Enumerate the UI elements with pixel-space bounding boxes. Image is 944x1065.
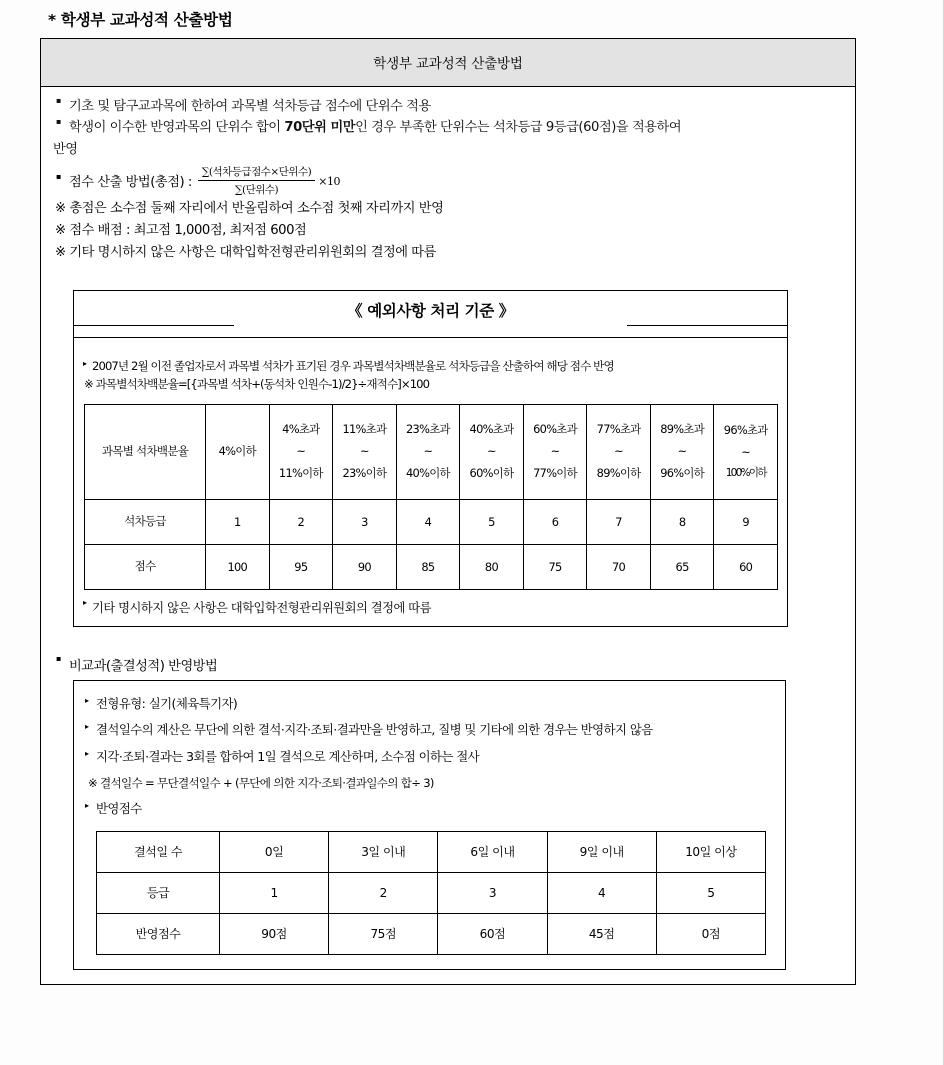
grade-cell: 3 [438,872,547,913]
range-tilde: ~ [487,443,496,458]
grade-cell: 9 [714,499,778,544]
score-cell: 60 [714,544,778,589]
range-top: 4%이하 [218,443,256,458]
days-cell: 3일 이내 [329,831,438,872]
grade-cell: 2 [269,499,333,544]
bigyogwa-formula-note: ※ 결석일수 = 무단결석일수 + (무단에 의한 지각·조퇴·결과일수의 합÷ 3) [88,775,434,790]
bigyogwa-score-label: ▸ 반영점수 [84,796,775,823]
exception-body [74,338,787,626]
bigyogwa-heading: ▪ 비교과(출결성적) 반영방법 [53,655,843,674]
days-cell: 0일 [220,831,329,872]
bigyogwa-line-tardy-rule: ▸ 지각·조퇴·결과는 3회를 합하여 1일 결석으로 계산하며, 소수점 이하는 절사 [84,744,775,771]
range-top: 77%초과 [596,422,641,437]
range-top: 4%초과 [282,422,320,437]
bullet-unit-suffix: 인 경우 부족한 단위수는 석차등급 9등급(60점)을 적용하여 [355,120,682,136]
range-tilde: ~ [677,443,687,458]
exception-percentile-note: ※ 과목별석차백분율=[{과목별 석차+(동석차 인원수-1)/2}÷재적수]×100 [84,376,430,391]
row-label-absence-days: 결석일 수 [97,831,220,872]
row-label-grade: 등급 [97,872,220,913]
main-outline-table [40,38,856,985]
range-bottom: 77%이하 [533,465,577,480]
table-row [97,872,766,913]
score-cell: 70 [587,544,651,589]
range-tilde: ~ [359,443,369,458]
grade-cell: 7 [587,499,651,544]
formula-numerator: ∑(석차등급점수×단위수) [198,164,315,181]
bullet-unit-shortfall [53,117,843,138]
score-cell: 75 [523,544,587,589]
score-cell: 0점 [656,913,765,954]
range-cell [269,404,333,499]
bullet-unit-strong: 70단위 미만 [284,120,356,136]
table-row [97,913,766,954]
range-top: 11%초과 [342,422,387,437]
exception-bullet-2007: ▸ 2007년 2월 이전 졸업자로서 과목별 석차가 표기된 경우 과목별석차백분율로 석차등급을 산출하여 해당 점수 반영 [82,358,779,376]
attendance-score-table [96,831,766,955]
range-cell [460,404,524,499]
note-committee: ※ 기타 명시하지 않은 사항은 대학입학전형관리위원회의 결정에 따름 [55,244,436,260]
score-cell: 45점 [547,913,656,954]
title-rule-left [74,325,234,326]
exception-criteria-box [73,290,788,627]
range-top: 60%초과 [533,422,577,437]
range-bottom: 11%이하 [278,465,323,480]
bigyogwa-box [73,680,786,970]
range-tilde: ~ [741,444,751,459]
score-cell: 65 [650,544,714,589]
range-top: 96%초과 [723,423,768,438]
grade-cell: 2 [329,872,438,913]
table-row [85,544,778,589]
title-rule-right [627,325,787,326]
range-cell [714,404,778,499]
range-bottom: 60%이하 [469,465,514,480]
bigyogwa-line-absence-rule: ▸ 결석일수의 계산은 무단에 의한 결석·지각·조퇴·결과만을 반영하고, 질병 및 기타에 의한 경우는 반영하지 않음 [84,717,775,744]
main-table-title: 학생부 교과성적 산출방법 [41,39,855,87]
exception-title-row [74,291,787,338]
formula-label: ▪ 점수 산출 방법(총점) : [69,174,192,190]
range-bottom: 89%이하 [596,465,641,480]
range-top: 40%초과 [469,422,514,437]
score-cell: 95 [269,544,333,589]
range-bottom: 96%이하 [660,465,705,480]
score-cell: 90 [333,544,397,589]
formula-multiplier: ×10 [318,174,341,188]
formula-denominator: ∑(단위수) [235,183,279,196]
range-cell [587,404,651,499]
exception-title: 《 예외사항 처리 기준 》 [347,301,514,320]
range-cell [650,404,714,499]
range-top: 23%초과 [406,422,450,437]
note-rounding: ※ 총점은 소수점 둘째 자리에서 반올림하여 소수점 첫째 자리까지 반영 [55,201,444,217]
row-label-score: 점수 [85,544,206,589]
row-label-percentile: 과목별 석차백분율 [85,404,206,499]
table-row [85,404,778,499]
rank-percentile-table [84,404,778,590]
row-label-applied-score: 반영점수 [97,913,220,954]
formula-fraction [198,164,315,197]
table-row [85,499,778,544]
note-score-range: ※ 점수 배점 : 최고점 1,000점, 최저점 600점 [55,223,307,239]
score-cell: 85 [396,544,460,589]
grade-cell: 4 [547,872,656,913]
range-tilde: ~ [423,443,433,458]
grade-cell: 3 [333,499,397,544]
row-label-grade: 석차등급 [85,499,206,544]
range-cell [396,404,460,499]
bullet-unit-prefix: 학생이 이수한 반영과목의 단위수 합이 [69,120,285,136]
days-cell: 6일 이내 [438,831,547,872]
grade-cell: 1 [206,499,270,544]
range-bottom: 40%이하 [406,465,450,480]
range-cell [523,404,587,499]
grade-cell: 5 [460,499,524,544]
bigyogwa-line-type: ▸ 전형유형: 실기(체육특기자) [84,691,775,718]
score-cell: 90점 [220,913,329,954]
range-top: 89%초과 [660,422,705,437]
range-bottom: 23%이하 [342,465,387,480]
range-bottom: 100%이하 [725,467,766,480]
score-formula-row [53,162,843,198]
exception-footer-note: ▸ 기타 명시하지 않은 사항은 대학입학전형관리위원회의 결정에 따름 [82,590,779,622]
range-cell [333,404,397,499]
score-cell: 60점 [438,913,547,954]
days-cell: 9일 이내 [547,831,656,872]
bullet-basic-subjects: ▪ 기초 및 탐구교과목에 한하여 과목별 석차등급 점수에 단위수 적용 [53,96,843,117]
grade-cell: 6 [523,499,587,544]
grade-cell: 5 [656,872,765,913]
grade-cell: 1 [220,872,329,913]
main-table-body [41,87,855,984]
score-cell: 75점 [329,913,438,954]
grade-cell: 8 [650,499,714,544]
score-cell: 100 [206,544,270,589]
page-title: * 학생부 교과성적 산출방법 [48,11,233,29]
grade-cell: 4 [396,499,460,544]
bullet-unit-wrap: 반영 [53,141,78,157]
range-tilde: ~ [550,443,560,458]
page-content [40,8,904,985]
range-tilde: ~ [614,443,623,458]
range-cell [206,404,270,499]
range-tilde: ~ [296,443,306,458]
score-cell: 80 [460,544,524,589]
days-cell: 10일 이상 [656,831,765,872]
table-row [97,831,766,872]
